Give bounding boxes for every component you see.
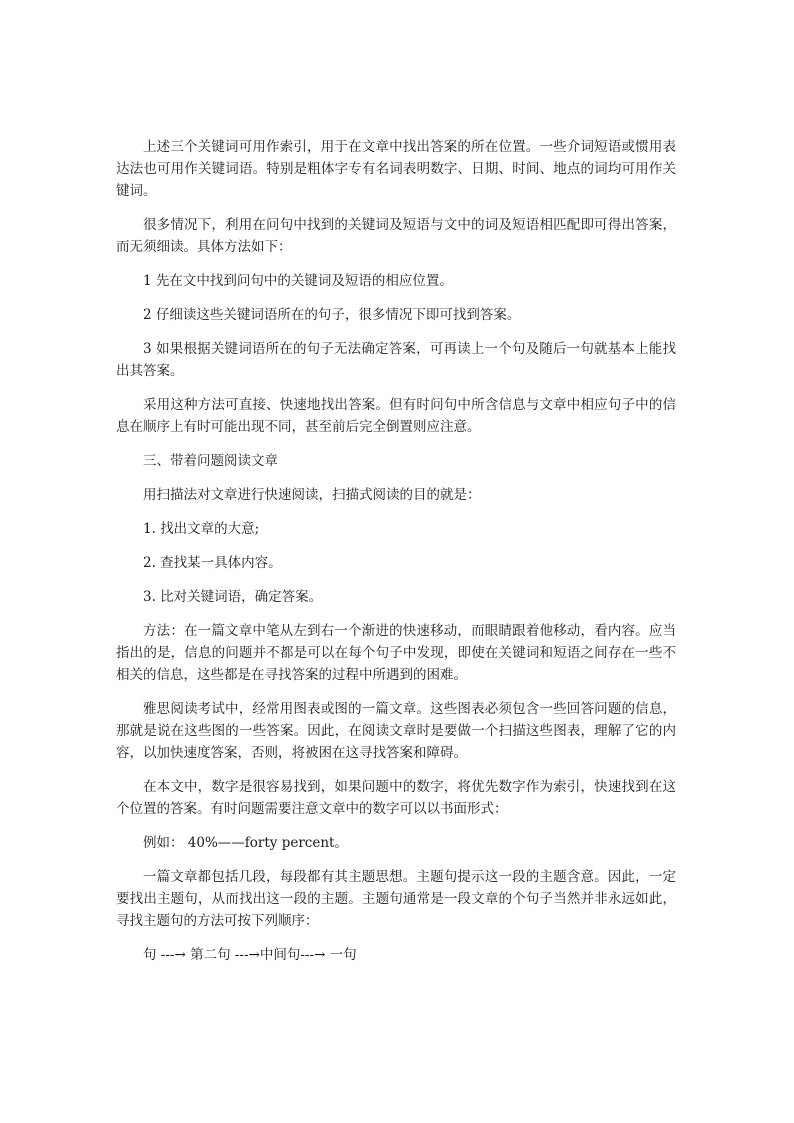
- paragraph-charts: 雅思阅读考试中，经常用图表或图的一篇文章。这些图表必须包含一些回答问题的信息，那就是说在这些图的一些答案。因此，在阅读文章时是要做一个扫描这些图表，理解了它的内容，以加快速度答案，否则，将被困在这寻找答案和障碍。: [116, 701, 676, 761]
- paragraph-keyword-index: 上述三个关键词可用作索引，用于在文章中找出答案的所在位置。一些介词短语或惯用表达法也可用作关键词语。特别是粗体字专有名词表明数字、日期、时间、地点的词均可用作关键词。: [116, 139, 676, 199]
- step-1: 1 先在文中找到问句中的关键词及短语的相应位置。: [143, 273, 453, 289]
- paragraph-scanning-intro: 用扫描法对文章进行快速阅读，扫描式阅读的目的就是：: [143, 487, 481, 503]
- sentence-order-line: 句 ---→ 第二句 ---→中间句---→ 一句: [143, 947, 357, 963]
- paragraph-numbers: 在本文中，数字是很容易找到，如果问题中的数字，将优先数字作为索引，快速找到在这个位置的答案。有时问题需要注意文章中的数字可以以书面形式：: [116, 779, 676, 817]
- paragraph-order-note: 采用这种方法可直接、快速地找出答案。但有时问句中所含信息与文章中相应句子中的信息在顺序上有时可能出现不同，甚至前后完全倒置则应注意。: [116, 397, 676, 435]
- paragraph-topic-sentence: 一篇文章都包括几段，每段都有其主题思想。主题句提示这一段的主题含意。因此，一定要找出主题句，从而找出这一段的主题。主题句通常是一段文章的个句子当然并非永远如此，寻找主题句的方法可按下列顺序：: [116, 869, 676, 929]
- example-line: 例如： 40%——forty percent。: [143, 835, 348, 851]
- document-body: [116, 136, 676, 978]
- paragraph-matching-method: 很多情况下，利用在问句中找到的关键词及短语与文中的词及短语相匹配即可得出答案，而无须细读。具体方法如下：: [116, 217, 676, 255]
- scan-goal-1: 1. 找出文章的大意;: [143, 521, 260, 537]
- step-3: 3 如果根据关键词语所在的句子无法确定答案，可再读上一个句及随后一句就基本上能找出其答案。: [116, 341, 676, 379]
- scan-goal-2: 2. 查找某一具体内容。: [143, 555, 282, 571]
- section-heading: 三、带着问题阅读文章: [143, 453, 278, 469]
- scan-goal-3: 3. 比对关键词语，确定答案。: [143, 589, 323, 605]
- step-2: 2 仔细读这些关键词语所在的句子，很多情况下即可找到答案。: [143, 307, 521, 323]
- paragraph-method: 方法：在一篇文章中笔从左到右一个渐进的快速移动，而眼睛跟着他移动，看内容。应当指出的是，信息的问题并不都是可以在每个句子中发现，即使在关键词和短语之间存在一些不相关的信息，这些都是在寻找答案的过程中所遇到的困难。: [116, 623, 676, 683]
